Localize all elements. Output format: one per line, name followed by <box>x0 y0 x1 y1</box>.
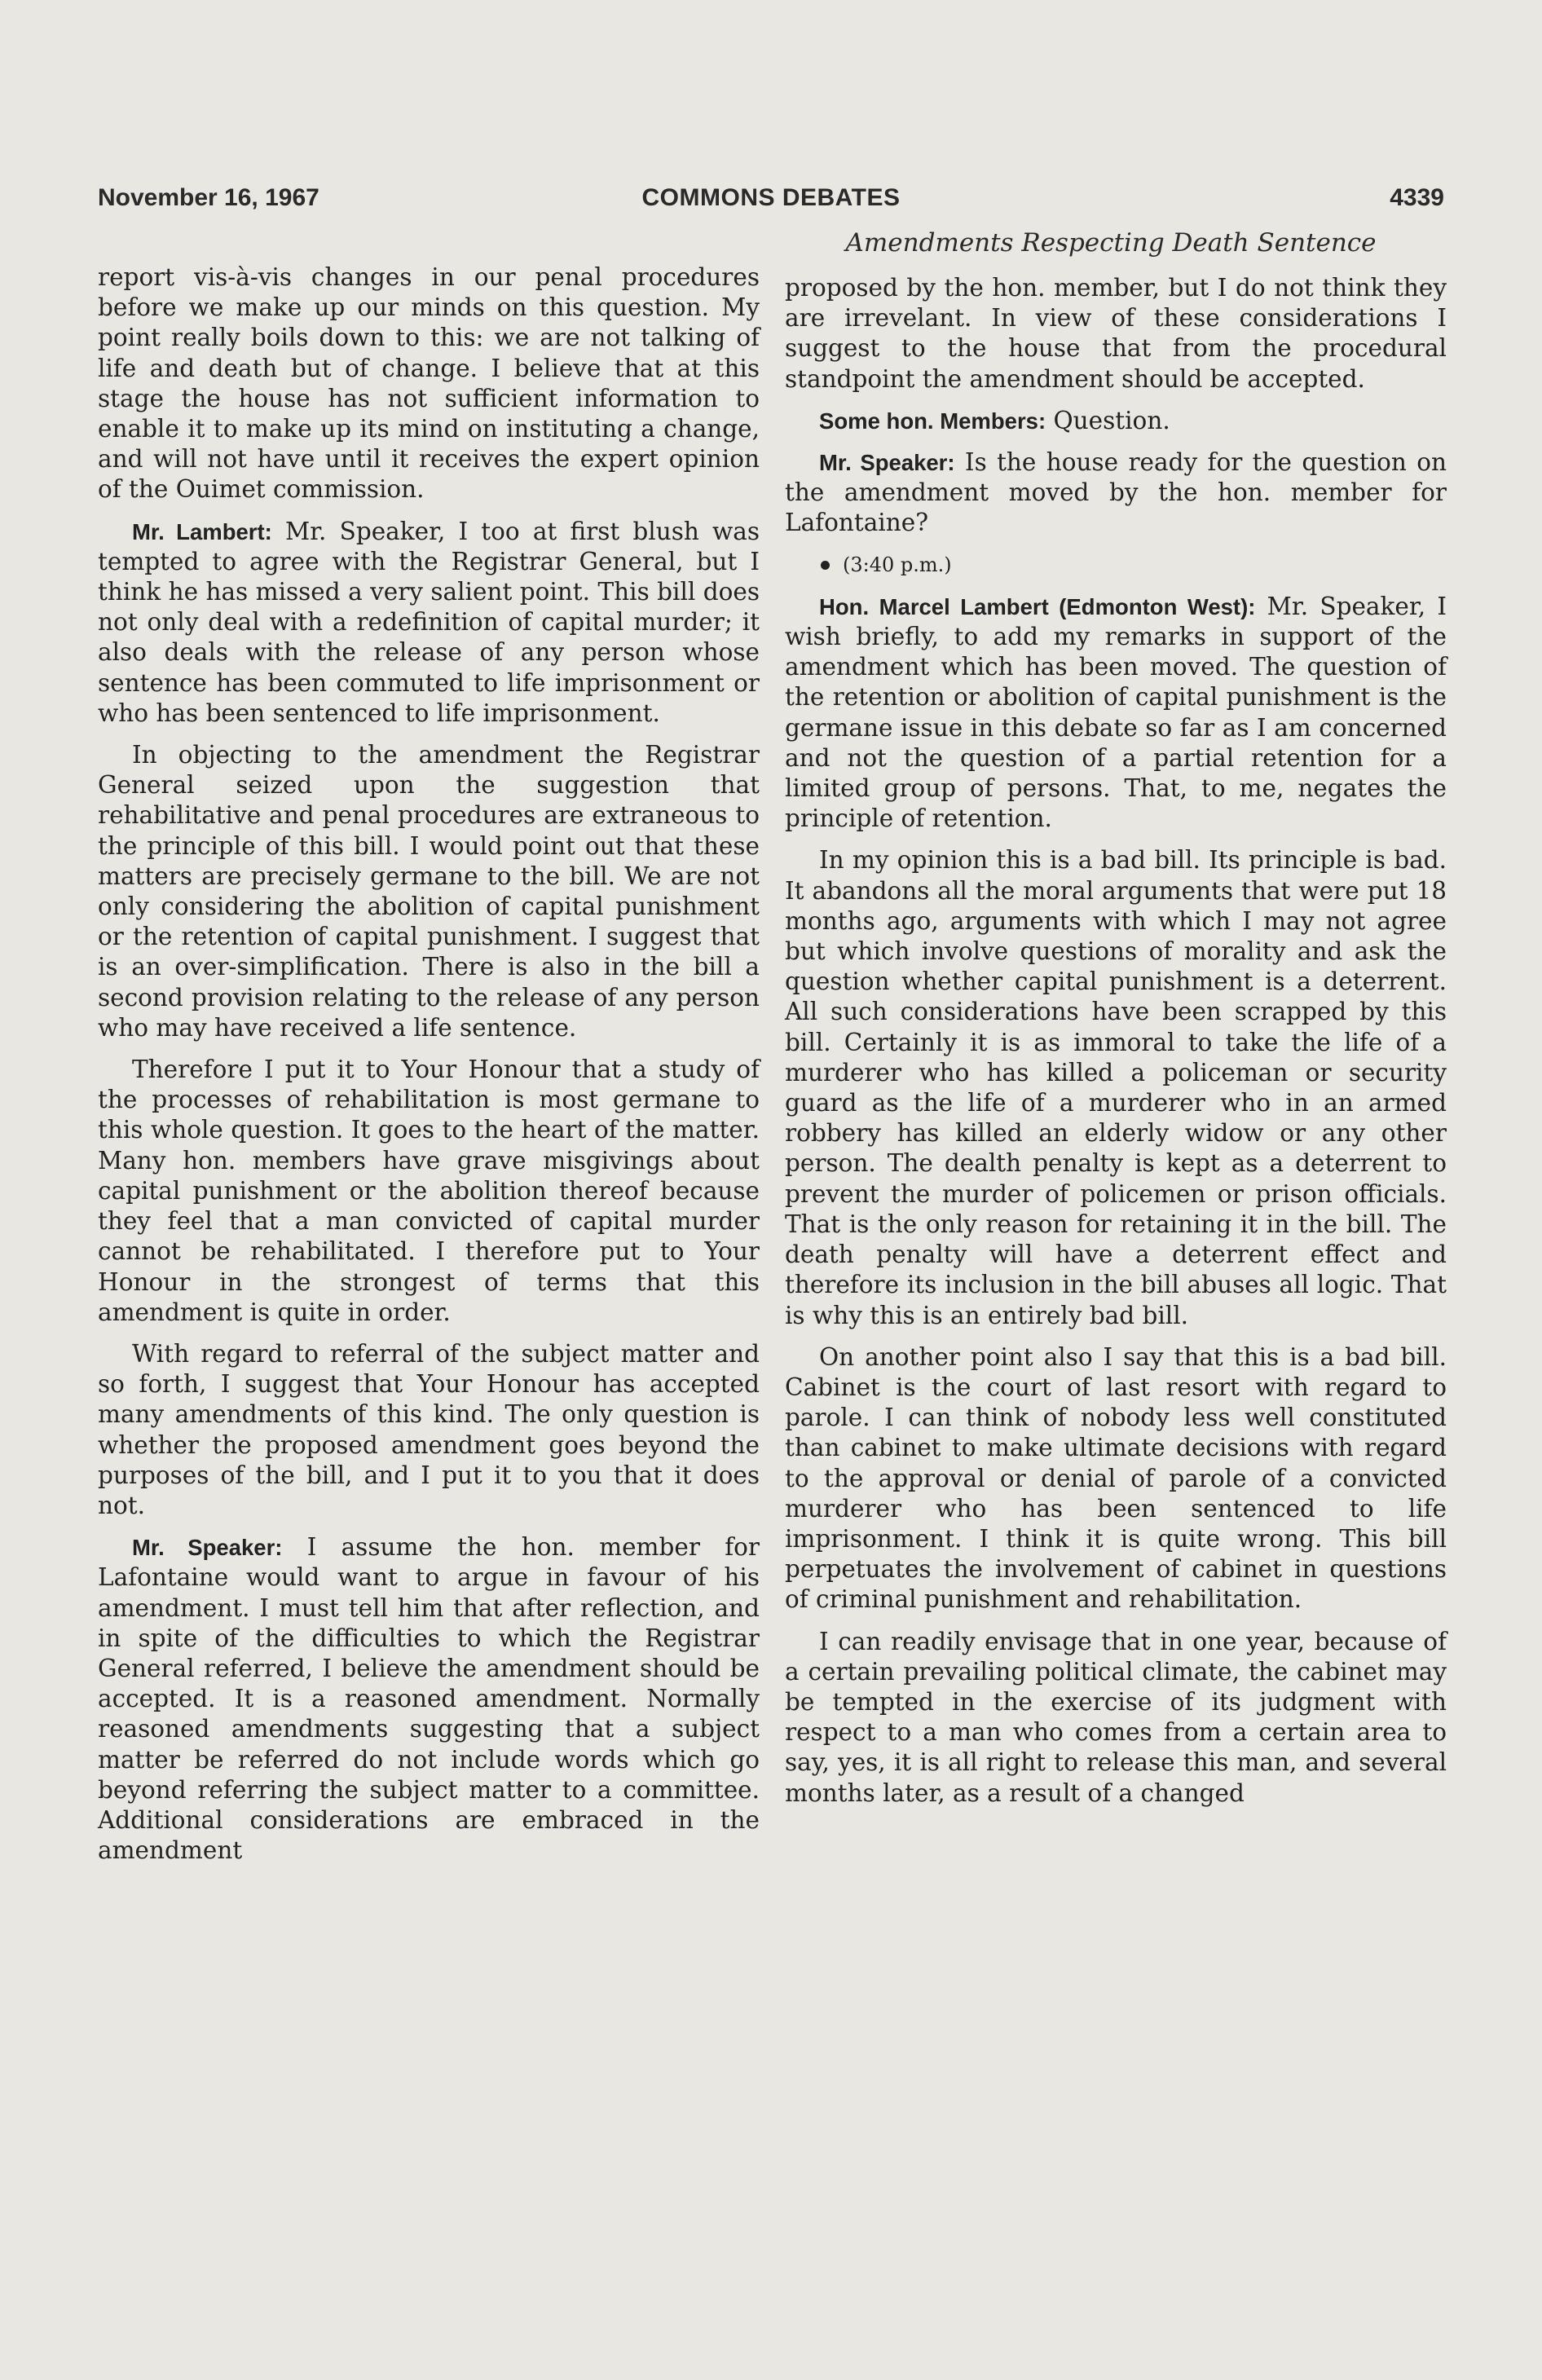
left-column <box>98 262 760 1877</box>
speech-text: Mr. Speaker, I wish briefly, to add my remarks in support of the amendment which has been moved. The question of the retention or abolition of capital punishment is the germane issue in this debate so far as I am concerned and not the question of a partial retention for a limited group of persons. That, to me, negates the principle of retention. <box>785 592 1447 833</box>
page-number: 4339 <box>1390 184 1444 211</box>
page-header <box>98 184 1444 217</box>
speaker-name: Some hon. Members: <box>819 408 1046 434</box>
speech-paragraph <box>98 517 760 729</box>
speech-paragraph <box>785 406 1447 436</box>
speech-text: Mr. Speaker, I too at first blush was tempted to agree with the Registrar General, but I think he has missed a very salient point. This bill does not only deal with a redefinition of capital murder; it also deals with the release of any person whose sentence has been commuted to life imprisonment or who has been sentenced to life imprisonment. <box>98 517 760 727</box>
paragraph: On another point also I say that this is a bad bill. Cabinet is the court of last resort with regard to parole. I can think of nobody less well constituted than cabinet to make ultimate decisions with regard to the approval or denial of parole of a convicted murderer who has been sentenced to life imprisonment. I think it is quite wrong. This bill perpetuates the involvement of cabinet in questions of criminal punishment and rehabilitation. <box>785 1342 1447 1614</box>
speaker-name: Mr. Speaker: <box>819 450 955 476</box>
bullet-dot-icon <box>821 561 830 570</box>
header-title: COMMONS DEBATES <box>641 184 901 211</box>
speech-text: I assume the hon. member for Lafontaine would want to argue in favour of his amendment. I must tell him that after reflection, and in spite of the difficulties to which the Registrar General referred, I believe the amendment should be accepted. It is a reasoned amendment. Normally reasoned amendments suggesting that a subject matter be referred do not include words which go beyond referring the subject matter to a committee. Additional considerations are embraced in the amendment <box>98 1533 760 1865</box>
paragraph: In objecting to the amendment the Registrar General seized upon the suggestion that rehabilitative and penal procedures are extraneous to the principle of this bill. I would point out that these matters are precisely germane to the bill. We are not only considering the abolition of capital punishment or the retention of capital punishment. I suggest that is an over-simplification. There is also in the bill a second provision relating to the release of any person who may have received a life sentence. <box>98 741 760 1042</box>
speech-paragraph <box>98 1532 760 1866</box>
speech-text: Is the house ready for the question on the amendment moved by the hon. member for Lafontaine? <box>785 448 1447 537</box>
speaker-name: Hon. Marcel Lambert (Edmonton West): <box>819 593 1256 619</box>
speaker-name: Mr. Lambert: <box>132 518 272 544</box>
paragraph: Therefore I put it to Your Honour that a study of the processes of rehabilitation is most germane to this whole question. It goes to the heart of the matter. Many hon. members have grave misgivings about capital punishment or the abolition thereof because they feel that a man convicted of capital murder cannot be rehabilitated. I therefore put to Your Honour in the strongest of terms that this amendment is quite in order. <box>98 1056 760 1326</box>
paragraph: With regard to referral of the subject matter and so forth, I suggest that Your Honour has accepted many amendments of this kind. The only question is whether the proposed amendment goes beyond the purposes of the bill, and I put it to you that it does not. <box>98 1339 760 1519</box>
right-column <box>785 273 1447 1820</box>
speaker-name: Mr. Speaker: <box>132 1535 283 1561</box>
paragraph: report vis-à-vis changes in our penal procedures before we make up our minds on this question. My point really boils down to this: we are not talking of life and death but of change. I believe that at this stage the house has not sufficient information to enable it to make up its mind on instituting a change, and will not have until it receives the expert opinion of the Ouimet commission. <box>98 263 760 504</box>
time-note <box>785 550 1447 580</box>
time-note-text: (3:40 p.m.) <box>843 553 952 576</box>
paragraph: proposed by the hon. member, but I do not think they are irrevelant. In view of these considerations I suggest to the house that from the procedural standpoint the amendment should be accepted. <box>785 274 1447 393</box>
section-subheading: Amendments Respecting Death Sentence <box>845 228 1377 258</box>
speech-paragraph <box>785 447 1447 539</box>
speech-text: Question. <box>1046 406 1170 434</box>
speech-paragraph <box>785 592 1447 835</box>
paragraph: In my opinion this is a bad bill. Its principle is bad. It abandons all the moral arguments that were put 18 months ago, arguments with which I may not agree but which involve questions of morality and ask the question whether capital punishment is a deterrent. All such considerations have been scrapped by this bill. Certainly it is as immoral to take the life of a murderer who has killed a policeman or security guard as the life of a murderer who in an armed robbery has killed an elderly widow or any other person. The dealth penalty is kept as a deterrent to prevent the murder of policemen or prison officials. That is the only reason for retaining it in the bill. The death penalty will have a deterrent effect and therefore its inclusion in the bill abuses all logic. That is why this is an entirely bad bill. <box>785 846 1447 1329</box>
header-date: November 16, 1967 <box>98 184 319 211</box>
paragraph: I can readily envisage that in one year, because of a certain prevailing political climate, the cabinet may be tempted in the exercise of its judgment with respect to a man who comes from a certain area to say, yes, it is all right to release this man, and several months later, as a result of a changed <box>785 1627 1447 1807</box>
